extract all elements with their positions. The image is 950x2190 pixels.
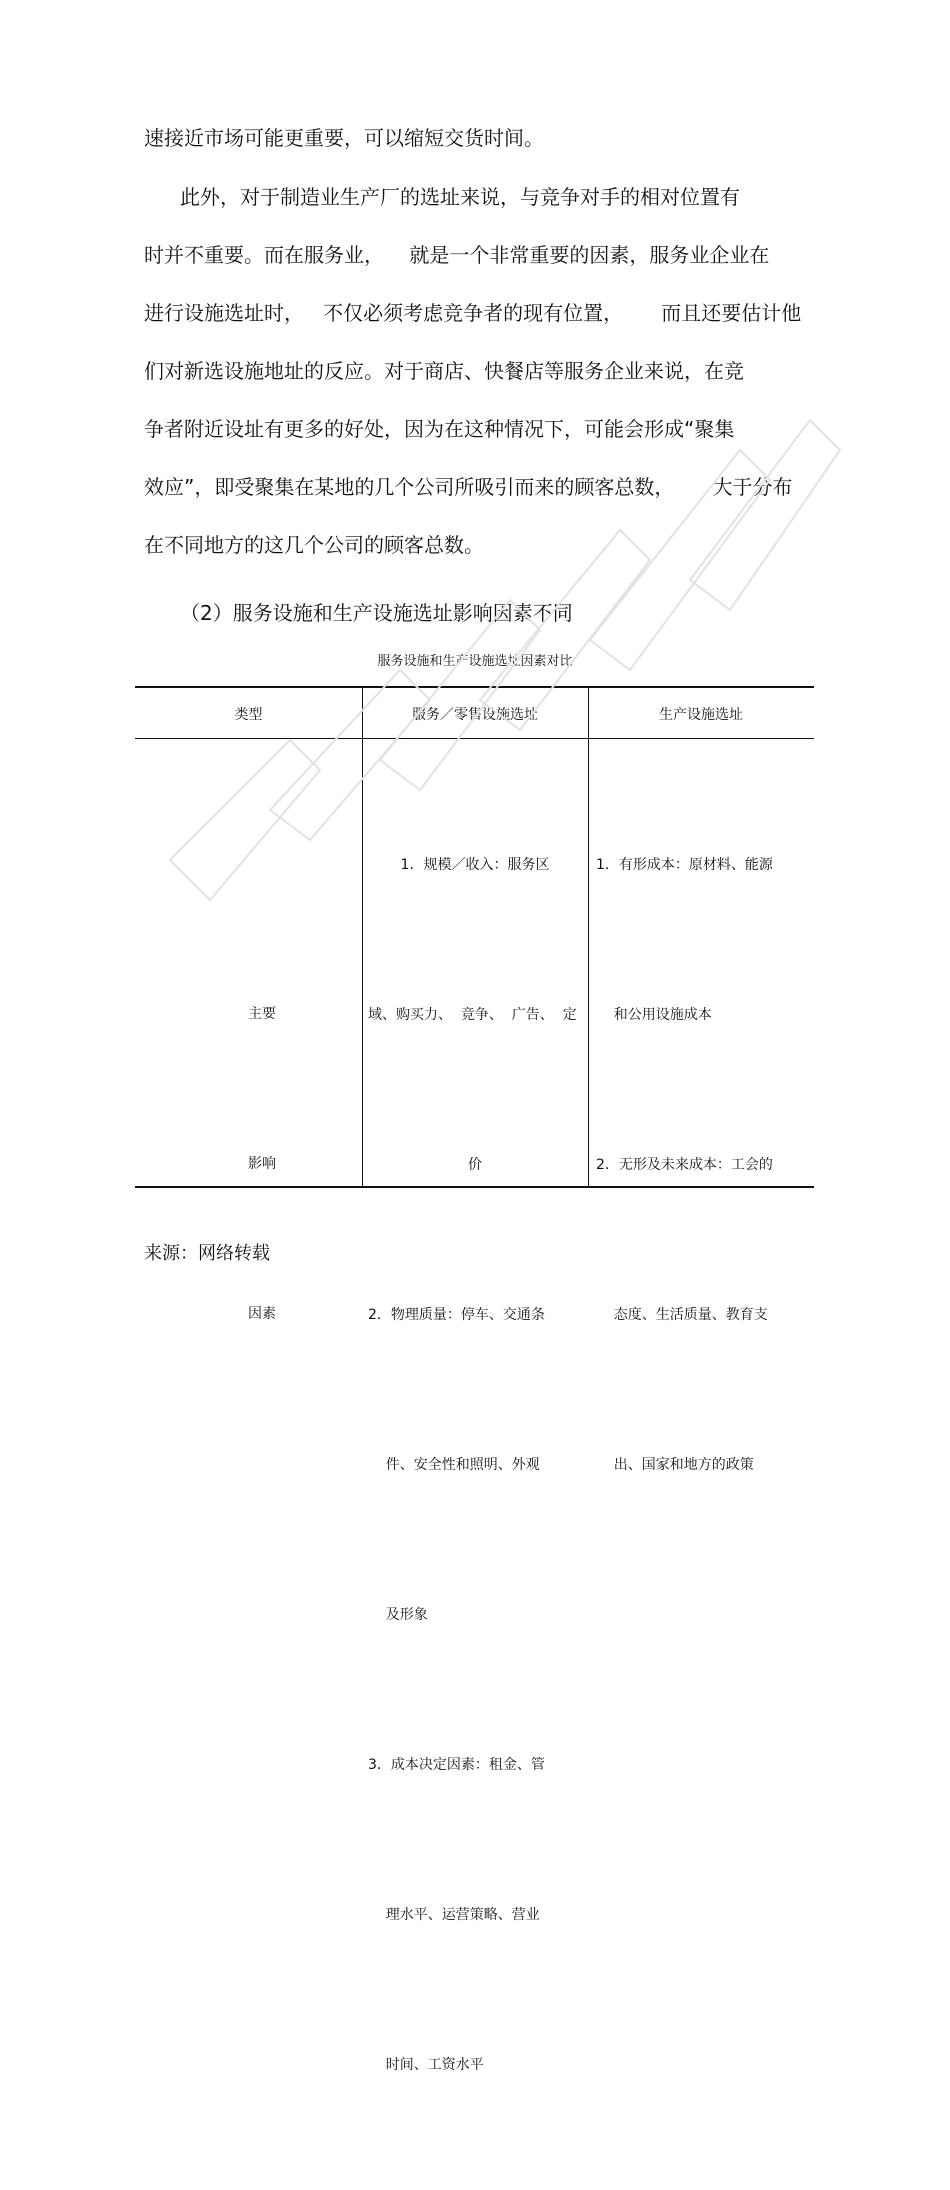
production-line: 出、国家和地方的政策 xyxy=(596,1457,754,1473)
paragraph-line-5: 们对新选设施地址的反应。对于商店、快餐店等服务企业来说，在竞 xyxy=(144,359,744,383)
row-label xyxy=(248,889,276,1439)
paragraph-line-6: 争者附近设址有更多的好处，因为在这种情况下，可能会形成“聚集 xyxy=(144,417,735,441)
row-label-line: 因素 xyxy=(248,1306,276,1322)
table-header-rule xyxy=(135,738,814,739)
service-line: 2．物理质量：停车、交通条 xyxy=(368,1307,545,1323)
table-top-rule xyxy=(135,686,814,688)
row-label-line: 主要 xyxy=(248,1006,276,1022)
header-production: 生产设施选址 xyxy=(659,707,743,723)
table-caption: 服务设施和生产设施选址因素对比 xyxy=(377,654,573,669)
header-service: 服务／零售设施选址 xyxy=(412,707,538,723)
service-factors-cell xyxy=(368,740,582,2190)
production-factors-cell xyxy=(596,740,808,1590)
service-line: 3．成本决定因素：租金、管 xyxy=(368,1757,545,1773)
service-line: 域、购买力、 竞争、 广告、 定 xyxy=(368,1007,577,1023)
service-line: 件、安全性和照明、外观 xyxy=(368,1457,540,1473)
production-line: 态度、生活质量、教育支 xyxy=(596,1307,768,1323)
header-type: 类型 xyxy=(234,707,263,723)
paragraph-line-4: 进行设施选址时， 不仅必须考虑竞争者的现有位置， 而且还要估计他 xyxy=(144,301,802,325)
paragraph-line-3: 时并不重要。而在服务业， 就是一个非常重要的因素，服务业企业在 xyxy=(144,243,770,267)
section-subheading: （2）服务设施和生产设施选址影响因素不同 xyxy=(180,601,573,625)
service-line: 理水平、运营策略、营业 xyxy=(368,1907,540,1923)
production-line: 和公用设施成本 xyxy=(596,1007,712,1023)
column-divider xyxy=(362,688,363,1186)
source-note: 来源：网络转载 xyxy=(144,1243,270,1264)
paragraph-line-7: 效应”，即受聚集在某地的几个公司所吸引而来的顾客总数， 大于分布 xyxy=(144,475,793,499)
service-line: 价 xyxy=(468,1157,482,1173)
service-line: 1．规模／收入：服务区 xyxy=(400,857,550,873)
paragraph-line-8: 在不同地方的这几个公司的顾客总数。 xyxy=(144,533,484,557)
service-line: 时间、工资水平 xyxy=(368,2057,484,2073)
production-line: 2．无形及未来成本：工会的 xyxy=(596,1157,773,1173)
column-divider xyxy=(588,688,589,1186)
row-label-line: 影响 xyxy=(248,1156,276,1172)
paragraph-line-2: 此外，对于制造业生产厂的选址来说，与竞争对手的相对位置有 xyxy=(180,185,740,209)
service-line: 及形象 xyxy=(368,1607,428,1623)
paragraph-line-1: 速接近市场可能更重要，可以缩短交货时间。 xyxy=(144,126,544,150)
production-line: 1．有形成本：原材料、能源 xyxy=(596,857,773,873)
